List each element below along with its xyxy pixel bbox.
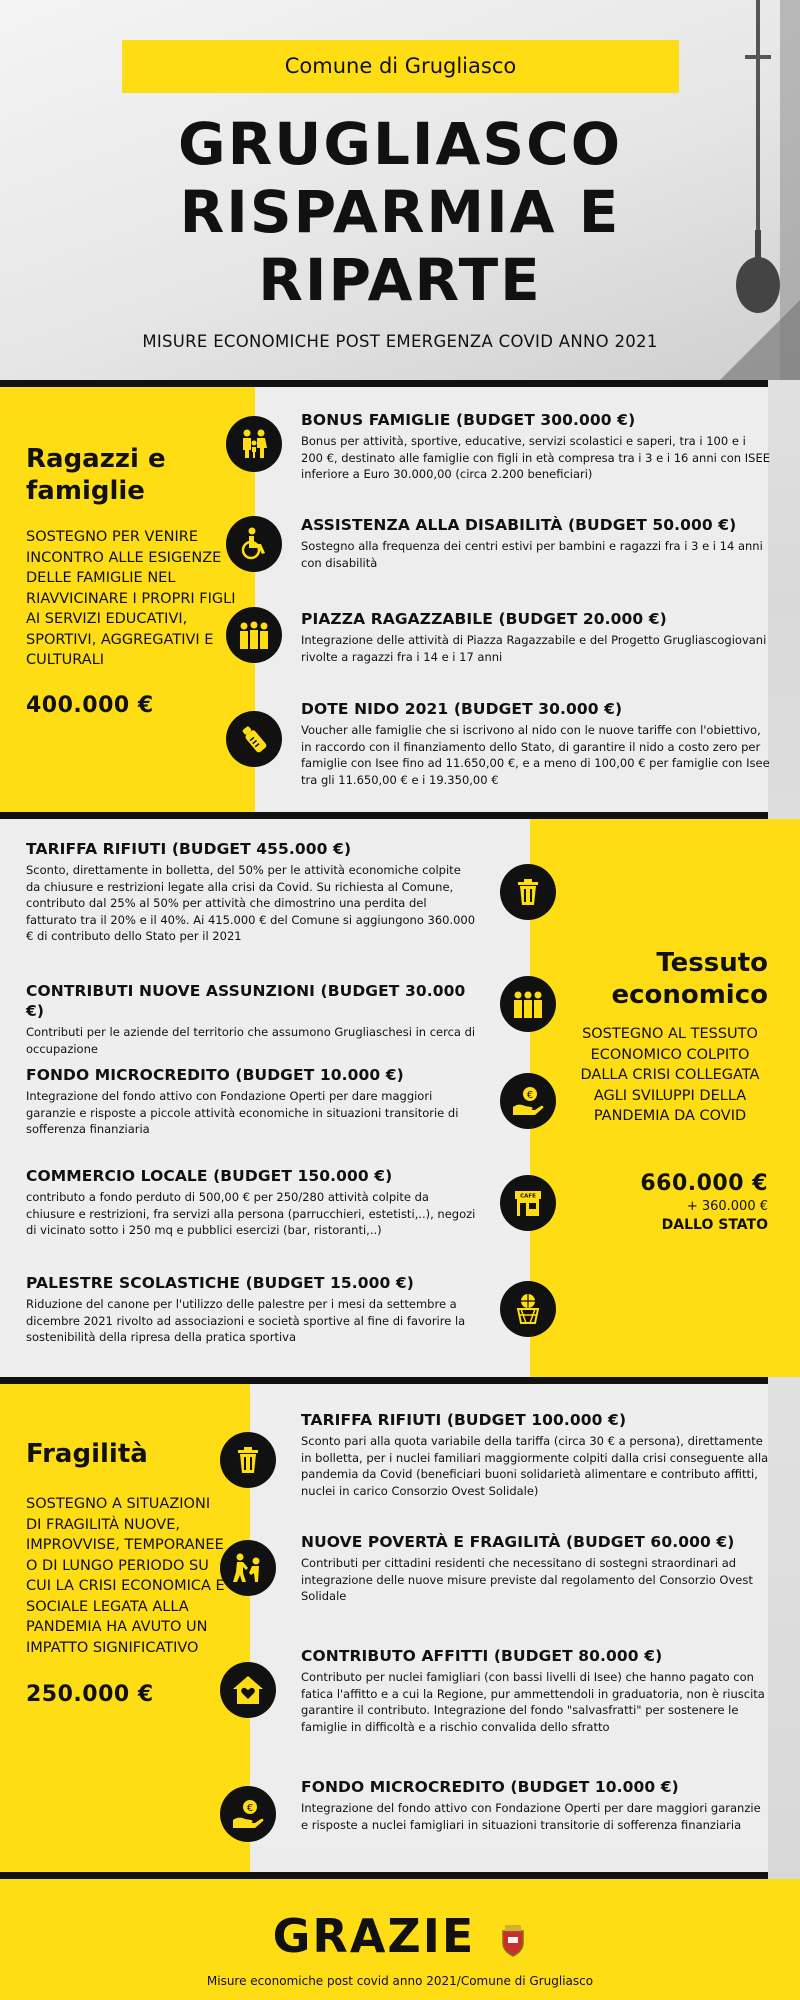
- section-description: SOSTEGNO PER VENIRE INCONTRO ALLE ESIGENZE DELLE FAMIGLIE NEL RIAVVICINARE I PROPRI FIGLI AI SERVIZI EDUCATIVI, SPORTIVI, AGGREGATIVI E CULTURALI: [26, 529, 236, 668]
- section-divider: [0, 1377, 768, 1384]
- section-description-wrap: [570, 1024, 770, 1127]
- list-item: [301, 609, 771, 665]
- money-hand-icon: [220, 1786, 276, 1842]
- basketball-hoop-icon: [500, 1281, 556, 1337]
- list-item: [301, 515, 771, 571]
- section-title: Ragazzi e famiglie: [26, 444, 166, 506]
- cafe-shop-icon: [500, 1175, 556, 1231]
- item-text: Voucher alle famiglie che si iscrivono al nido con le nuove tariffe con l'obiettivo, in raccordo con il finanziamento dello Stato, di garantire il nido a costo zero per famiglie con Isee fino ad 11.650,00 €, e a meno di 100,00 € per famiglie con Isee tra gli 11.650,00 € e i 19.350,00 €: [301, 723, 770, 787]
- item-text: Bonus per attività, sportive, educative, servizi scolastici e saperi, tra i 100 e i 200 €, destinato alle famiglie con figli in età compresa tra i 3 e i 16 anni con ISEE inferiore a Euro 30.000,00 (circa 2.200 beneficiari): [301, 434, 770, 481]
- section-ragazzi-famiglie: [0, 387, 800, 812]
- money-hand-icon: [500, 1073, 556, 1129]
- item-text: Contributi per le aziende del territorio che assumono Grugliaschesi in cerca di occupazione: [26, 1025, 476, 1056]
- item-text: Contributi per cittadini residenti che necessitano di sostegni straordinari ad integrazione delle nuove misure previste dal regolamento del Consorzio Ovest Solidale: [301, 1556, 753, 1603]
- item-text: Sconto, direttamente in bolletta, del 50% per le attività economiche colpite da chiusure e restrizioni legate alla crisi da Covid. Su richiesta al Comune, contributo dal 25% al 50% per attività che dimostrino una perdita del fatturato tra il 20% e il 40%. Ai 415.000 € del Comune si aggiungono 360.000 € di contributo dello Stato per il 2021: [26, 863, 476, 943]
- section-description: SOSTEGNO A SITUAZIONI DI FRAGILITÀ NUOVE, IMPROVVISE, TEMPORANEE O DI LUNGO PERIODO SU CUI LA CRISI ECONOMICA E SOCIALE LEGATA ALLA PANDEMIA HA AVUTO UN IMPATTO SIGNIFICATIVO: [26, 1496, 225, 1656]
- section-summary: [555, 947, 768, 1011]
- section-summary: [26, 443, 241, 718]
- item-text: Riduzione del canone per l'utilizzo delle palestre per i mesi da settembre a dicembre 2021 rivolto ad associazioni e società sportive al fine di favorire la sostenibilità della ripresa della pratica sportiva: [26, 1297, 466, 1344]
- page-title: [0, 110, 800, 314]
- section-divider: [0, 812, 768, 819]
- svg-text:€: €: [526, 1090, 534, 1101]
- list-item: [26, 1166, 476, 1239]
- family-icon: [226, 416, 282, 472]
- item-title: BONUS FAMIGLIE (BUDGET 300.000 €): [301, 411, 636, 429]
- list-item: [26, 981, 476, 1057]
- section-title: Fragilità: [26, 1439, 148, 1469]
- wheelchair-icon: [226, 516, 282, 572]
- item-title: TARIFFA RIFIUTI (BUDGET 100.000 €): [301, 1411, 627, 1429]
- section-title: Tessuto economico: [611, 948, 768, 1010]
- section-tessuto-economico: [0, 819, 800, 1377]
- section-amount: 250.000 €: [26, 1682, 154, 1707]
- item-title: CONTRIBUTI NUOVE ASSUNZIONI (BUDGET 30.000 €): [26, 982, 466, 1020]
- item-text: Sconto pari alla quota variabile della tariffa (circa 30 € a persona), direttamente in bolletta, per i nuclei familiari maggiormente colpiti dalla crisi conseguente alla pandemia da Covid (beneficiari buoni solidarietà alimentare e contributo affitti, nuclei in carico Consorzio Ovest Solidale): [301, 1434, 769, 1498]
- item-title: CONTRIBUTO AFFITTI (BUDGET 80.000 €): [301, 1647, 663, 1665]
- thanks-text: GRAZIE: [272, 1909, 476, 1963]
- item-text: contributo a fondo perduto di 500,00 € per 250/280 attività colpite da chiusure e restrizioni, fra servizi alla persona (parrucchieri, estetisti,..), negozi di vicinato sotto i 250 mq e pubblici esercizi (bar, ristoranti,..): [26, 1190, 476, 1237]
- item-title: FONDO MICROCREDITO (BUDGET 10.000 €): [301, 1778, 679, 1796]
- list-item: [301, 410, 771, 483]
- title-line: GRUGLIASCO: [177, 110, 623, 178]
- helping-hand-icon: [220, 1540, 276, 1596]
- item-title: ASSISTENZA ALLA DISABILITÀ (BUDGET 50.000 €): [301, 516, 737, 534]
- list-item: [301, 1646, 771, 1735]
- item-title: PIAZZA RAGAZZABILE (BUDGET 20.000 €): [301, 610, 667, 628]
- section-amount: 660.000 €: [640, 1171, 768, 1196]
- footer-note: Misure economiche post covid anno 2021/Comune di Grugliasco: [206, 1974, 594, 1988]
- item-title: TARIFFA RIFIUTI (BUDGET 455.000 €): [26, 840, 352, 858]
- municipality-banner: Comune di Grugliasco: [122, 40, 679, 93]
- municipal-crest-icon: [499, 1923, 527, 1957]
- item-title: COMMERCIO LOCALE (BUDGET 150.000 €): [26, 1167, 393, 1185]
- list-item: [26, 839, 476, 945]
- section-summary: [26, 1438, 226, 1707]
- list-item: [301, 1777, 771, 1833]
- trash-bin-icon: [500, 864, 556, 920]
- item-text: Integrazione delle attività di Piazza Ragazzabile e del Progetto Grugliascogiovani rivolte a ragazzi fra i 14 e i 17 anni: [301, 633, 767, 664]
- item-title: NUOVE POVERTÀ E FRAGILITÀ (BUDGET 60.000 €): [301, 1533, 735, 1551]
- header: [0, 0, 800, 380]
- list-item: [26, 1273, 476, 1346]
- section-amount-wrap: [580, 1171, 768, 1233]
- title-line: RISPARMIA E: [179, 178, 621, 246]
- section-divider: [0, 380, 768, 387]
- svg-text:CAFE: CAFE: [520, 1193, 536, 1200]
- item-text: Integrazione del fondo attivo con Fondazione Operti per dare maggiori garanzie e risposte a piccole attività economiche in situazioni transitorie di sofferenza finanziaria: [26, 1089, 459, 1136]
- item-title: PALESTRE SCOLASTICHE (BUDGET 15.000 €): [26, 1274, 414, 1292]
- workers-icon: [500, 976, 556, 1032]
- state-contribution-label: DALLO STATO: [661, 1217, 768, 1233]
- item-text: Sostegno alla frequenza dei centri estivi per bambini e ragazzi fra i 3 e i 14 anni con disabilità: [301, 539, 763, 570]
- item-text: Contributo per nuclei famigliari (con bassi livelli di Isee) che hanno pagato con fatica l'affitto e a cui la Regione, pur ammettendoli in graduatoria, non è riuscita garantire il contributo. Integrazione del fondo "salvasfratti" per sostenere le famiglie in difficoltà e a rischio convalida dello sfratto: [301, 1670, 765, 1734]
- item-title: FONDO MICROCREDITO (BUDGET 10.000 €): [26, 1066, 404, 1084]
- svg-text:€: €: [246, 1803, 254, 1814]
- item-text: Integrazione del fondo attivo con Fondazione Operti per dare maggiori garanzie e risposte a nuclei famigliari in situazioni transitorie di sofferenza finanziaria: [301, 1801, 761, 1832]
- section-amount: 400.000 €: [26, 692, 154, 718]
- list-item: [301, 1532, 771, 1605]
- trash-bin-icon: [220, 1432, 276, 1488]
- page-subtitle: MISURE ECONOMICHE POST EMERGENZA COVID ANNO 2021: [142, 332, 658, 351]
- title-line: RIPARTE: [258, 246, 542, 314]
- list-item: [26, 1065, 476, 1138]
- item-title: DOTE NIDO 2021 (BUDGET 30.000 €): [301, 700, 623, 718]
- state-contribution: + 360.000 €: [686, 1199, 768, 1214]
- footer: [0, 1879, 800, 2000]
- thanks-heading: [0, 1909, 800, 1963]
- list-item: [301, 699, 771, 788]
- section-fragilita: [0, 1384, 800, 1872]
- section-divider: [0, 1872, 768, 1879]
- section-description: SOSTEGNO AL TESSUTO ECONOMICO COLPITO DALLA CRISI COLLEGATA AGLI SVILUPPI DELLA PANDEMIA DA COVID: [580, 1026, 760, 1124]
- house-heart-icon: [220, 1662, 276, 1718]
- list-item: [301, 1410, 771, 1499]
- baby-bottle-icon: [226, 711, 282, 767]
- group-icon: [226, 607, 282, 663]
